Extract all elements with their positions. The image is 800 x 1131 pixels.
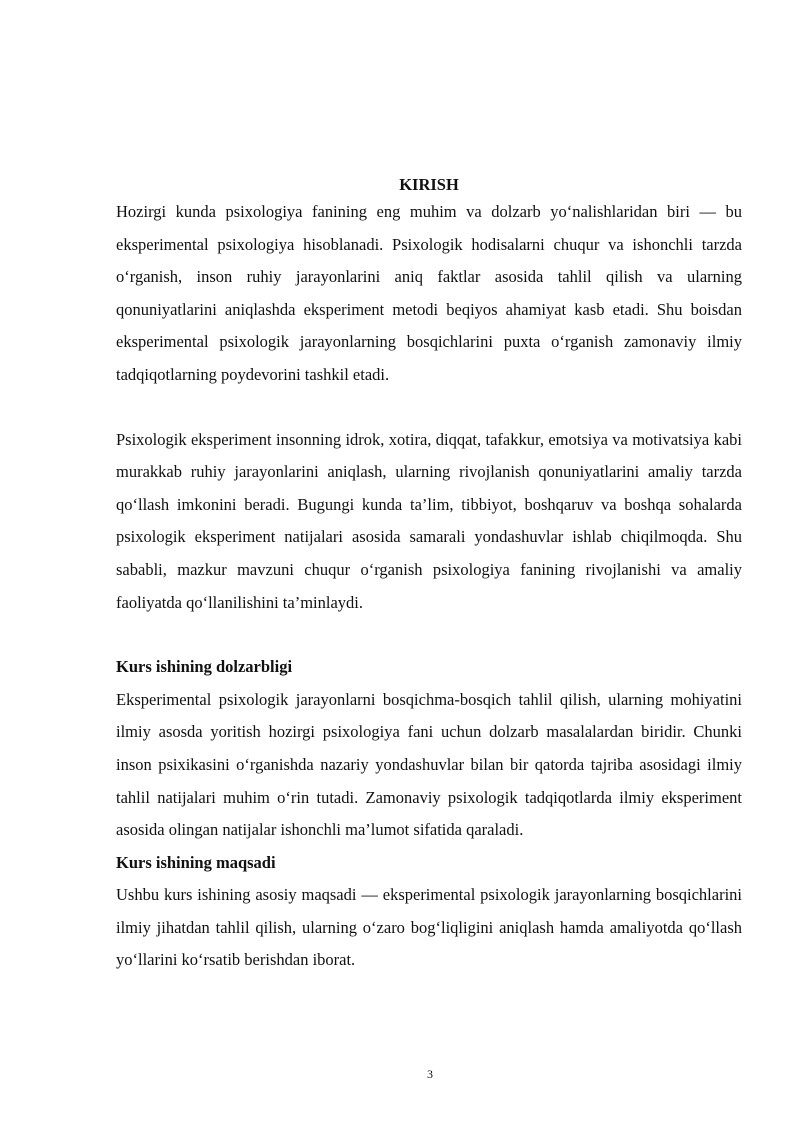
document-page bbox=[116, 174, 742, 977]
paragraph-spacer bbox=[116, 619, 742, 651]
intro-paragraph-1: Hozirgi kunda psixologiya fanining eng muhim va dolzarb yo‘nalishlaridan biri — bu eksperimental psixologiya hisoblanadi. Psixologik hodisalarni chuqur va ishonchli tarzda o‘rganish, inson ruhiy jarayonlarini aniq faktlar asosida tahlil qilish va ularning qonuniyatlarini aniqlashda eksperiment metodi beqiyos ahamiyat kasb etadi. Shu boisdan eksperimental psixologik jarayonlarning bosqichlarini puxta o‘rganish zamonaviy ilmiy tadqiqotlarning poydevorini tashkil etadi. bbox=[116, 202, 742, 384]
section-text-goal: Ushbu kurs ishining asosiy maqsadi — eksperimental psixologik jarayonlarning bosqichlarini ilmiy jihatdan tahlil qilish, ularning o‘zaro bog‘liqligini aniqlash hamda amaliyotda qo‘llash yo‘llarini ko‘rsatib berishdan iborat. bbox=[116, 885, 742, 970]
page-number: 3 bbox=[427, 1067, 433, 1081]
section-heading-relevance: Kurs ishining dolzarbligi bbox=[116, 657, 293, 677]
section-heading-goal: Kurs ishining maqsadi bbox=[116, 852, 276, 872]
document-title: KIRISH bbox=[399, 175, 459, 194]
paragraph-spacer bbox=[116, 392, 742, 424]
intro-paragraph-2: Psixologik eksperiment insonning idrok, xotira, diqqat, tafakkur, emotsiya va motivatsiya kabi murakkab ruhiy jarayonlarini aniqlash, ularning rivojlanish qonuniyatlarini amaliy tarzda qo‘llash imkonini beradi. Bugungi kunda ta’lim, tibbiyot, boshqaruv va boshqa sohalarda psixologik eksperiment natijalari asosida samarali yondashuvlar ishlab chiqilmoqda. Shu sababli, mazkur mavzuni chuqur o‘rganish psixologiya fanining rivojlanishi va amaliy faoliyatda qo‘llanilishini ta’minlaydi. bbox=[116, 429, 742, 612]
section-text-relevance: Eksperimental psixologik jarayonlarni bosqichma-bosqich tahlil qilish, ularning mohiyatini ilmiy asosda yoritish hozirgi psixologiya fani uchun dolzarb masalalardan biridir. Chunki inson psixikasini o‘rganishda nazariy yondashuvlar bilan bir qatorda tajriba asosidagi ilmiy tahlil natijalari muhim o‘rin tutadi. Zamonaviy psixologik tadqiqotlarda ilmiy eksperiment asosida olingan natijalar ishonchli ma’lumot sifatida qaraladi. bbox=[116, 689, 742, 840]
